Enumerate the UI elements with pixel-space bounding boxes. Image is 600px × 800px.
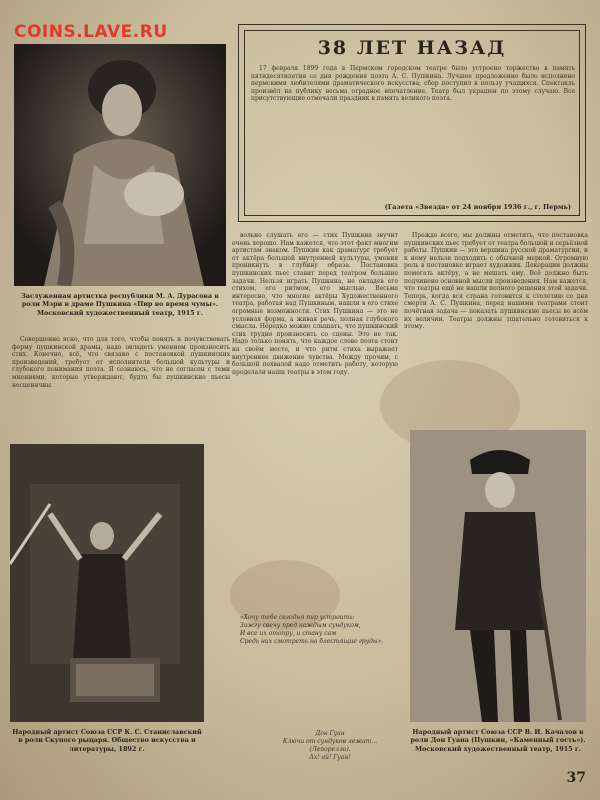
boxed-paragraph: 17 февраля 1899 года в Пермском городском театре было устроено торжество в память пятидесятилетия со дня рождения поэта А. С. Пушкина. Лучшее предложение было исполнено пермскими любителями драматического искусства; сбор поступил в пользу учащихся. Спектакль произвёл на публику весьма отрадное впечатление. Театр был украшен по этому случаю. Все присутствующие отмечали праздник в память великого поэта.: [251, 65, 575, 103]
boxed-headline: 38 ЛЕТ НАЗАД: [317, 37, 507, 59]
caption-bottom-left: Народный артист Союза ССР К. С. Станиславский в роли Скупого рыцаря. Общество искусства и литературы, 1892 г.: [12, 728, 202, 753]
verse-line: Зажгу свечу пред каждым сундуком,: [240, 622, 361, 629]
article-column-right: [404, 232, 588, 428]
portrait-photo-top-left: [14, 44, 226, 286]
stage-photo-bottom-left: [10, 444, 204, 722]
column-paragraph: Совершенно ясно, что для того, чтобы понять и почувствовать форму пушкинской драмы, надо овладеть умением произносить стих. Конечно, всё, что связано с постановкой пушкинских произведений, требует от исполнителя большой культуры и глубокого понимания поэта. Я сознаюсь, что не согласен с теми мнениями, которые утверждают, будто бы пушкинские пьесы несценичны.: [12, 336, 230, 389]
column-paragraph: вольно слушать его — стих Пушкина звучит очень хорошо. Нам кажется, что этот факт многим артистам знаком. Пушкин как драматург требует от актёра большой внутренней культуры, умения проникнуть в глубину образа. Постановка пушкинских пьес ставит перед театром большие задачи. Нельзя играть Пушкина, не овладев его стихом, его ритмом, его мыслью. Весьма интересно, что многие актёры Художественного театра, работая над Пушкиным, нашли в его стихе огромные возможности. Стих Пушкина — это не условная форма, а живая речь, полная глубокого смысла. Нередко можно слышать, что пушкинский стих трудно произносить со сцены. Это не так. Надо только понять, что каждое слово поэта стоит на своём месте, и что ритм стиха выражает внутреннее движение чувства. Между прочим, с большой похвалой надо отметить работу, которую проделали наши театры в этом году.: [232, 232, 398, 376]
boxed-article: [238, 24, 586, 222]
verse-line: Средь них смотреть на блестящие груды».: [240, 638, 384, 645]
portrait-photo-bottom-right: [410, 430, 586, 722]
verse-quote: [240, 614, 400, 646]
article-column-left: [12, 336, 230, 436]
dialogue-line: Дон Гуан: [315, 730, 345, 737]
boxed-source: (Газета «Звезда» от 24 ноября 1936 г., г. Пермь): [384, 203, 571, 211]
dialogue-line: Ключи от сундуков лежат...: [282, 738, 378, 745]
boxed-article-text: [251, 65, 575, 195]
column-paragraph: Прежде всего, мы должны отметить, что постановка пушкинских пьес требует от театра большой и серьёзной работы. Пушкин — это вершина русской драматургии, и к нему нельзя подходить с обычной меркой. Огромную роль в постановке играет художник. Декорации должны помогать актёру, а не мешать ему. Всё должно быть подчинено основной мысли произведения. Нам кажется, что театры ещё не нашли полного решения этой задачи. Теперь, когда вся страна готовится к столетию со дня смерти А. С. Пушкина, перед нашими театрами стоит почётная задача — показать пушкинские пьесы во всём их величии. Театры должны тщательно готовиться к этому.: [404, 232, 588, 331]
article-column-middle: [232, 232, 398, 608]
verse-line: «Хочу тебе сегодня пир устроить:: [240, 614, 355, 621]
dialogue-line: (Лепорелло).: [309, 746, 351, 753]
caption-bottom-right: Народный артист Союза ССР В. И. Качалов в роли Дон Гуана (Пушкин, «Каменный гость»). Московский художественный театр, 1915 г.: [410, 728, 586, 753]
page-number: 37: [566, 770, 586, 786]
site-watermark: COINS.LAVE.RU: [14, 22, 168, 42]
caption-top-left: Заслуженная артистка республики М. А. Дурасова в роли Мэри в драме Пушкина «Пир во время чумы». Московский художественный театр, 1915 г.: [21, 292, 219, 317]
box-frame: [244, 30, 580, 216]
verse-line: И все их отопру, и стану сам: [240, 630, 337, 637]
dialogue-line: Ах! ай! Гуан!: [309, 754, 351, 761]
dialogue-quote: [270, 730, 390, 762]
